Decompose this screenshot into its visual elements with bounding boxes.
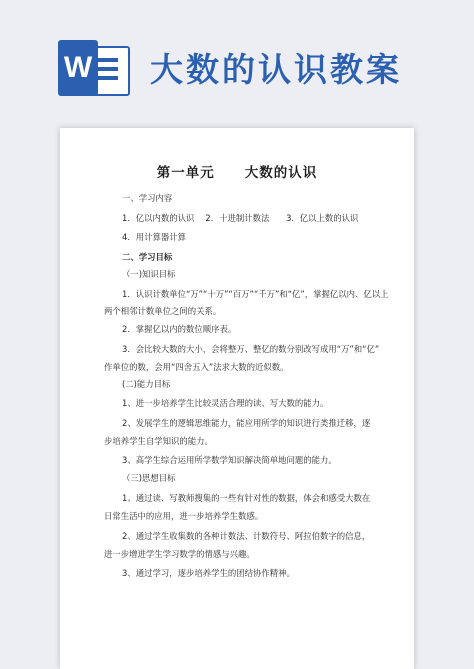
document-page xyxy=(60,128,414,669)
body-line: 1、进一步培养学生比较灵活合理的读、写大数的能力。 xyxy=(122,398,329,408)
body-line: 4．用计算器计算 xyxy=(122,232,186,242)
document-title: 大数的认识教案 xyxy=(150,50,402,89)
body-line: 日常生活中的应用，进一步培养学生数感。 xyxy=(104,511,264,521)
unit-label: 第一单元 xyxy=(156,165,215,181)
body-line: 3、通过学习，逐步培养学生的团结协作精神。 xyxy=(122,568,295,578)
body-line: 2、发展学生的逻辑思维能力，能应用所学的知识进行类推迁移，逐 xyxy=(122,418,371,428)
body-line: 1、通过读、写教师搜集的一些有针对性的数据，体会和感受大数在 xyxy=(122,493,371,503)
body-line: (二)能力目标 xyxy=(122,379,171,389)
body-line: 作单位的数，会用“四舍五入”法求大数的近似数。 xyxy=(104,362,289,372)
unit-topic: 大数的认识 xyxy=(244,165,318,181)
body-line: 2、通过学生收集数的各种计数法、计数符号、阿拉伯数字的信息， xyxy=(122,531,371,541)
page-heading xyxy=(60,161,414,181)
body-line: 3．会比较大数的大小，会将整万、整亿的数分别改写成用“万”和“亿” xyxy=(122,344,380,354)
word-icon-tile: W xyxy=(58,40,98,96)
word-document-icon xyxy=(58,40,132,96)
body-line: 1．亿以内数的认识 2．十进制计数法 3．亿以上数的认识 xyxy=(122,213,359,223)
body-line: （三)思想目标 xyxy=(122,473,176,483)
body-line: 1．认识计数单位“万”“十万”“百万”“千万”和“亿”，掌握亿以内、亿以上 xyxy=(122,289,389,299)
body-line: 步培养学生自学知识的能力。 xyxy=(104,436,213,446)
body-line: 一、学习内容 xyxy=(122,193,173,203)
body-line: 3、高学生综合运用所学数学知识解决简单地问题的能力。 xyxy=(122,455,337,465)
header-banner xyxy=(0,0,474,118)
body-line: 进一步增进学生学习数学的情感与兴趣。 xyxy=(104,549,255,559)
body-line: 2．掌握亿以内的数位顺序表。 xyxy=(122,324,237,334)
body-line: （一)知识目标 xyxy=(122,269,176,279)
body-line: 两个相邻计数单位之间的关系。 xyxy=(104,306,222,316)
body-line: 二、学习目标 xyxy=(122,252,173,262)
